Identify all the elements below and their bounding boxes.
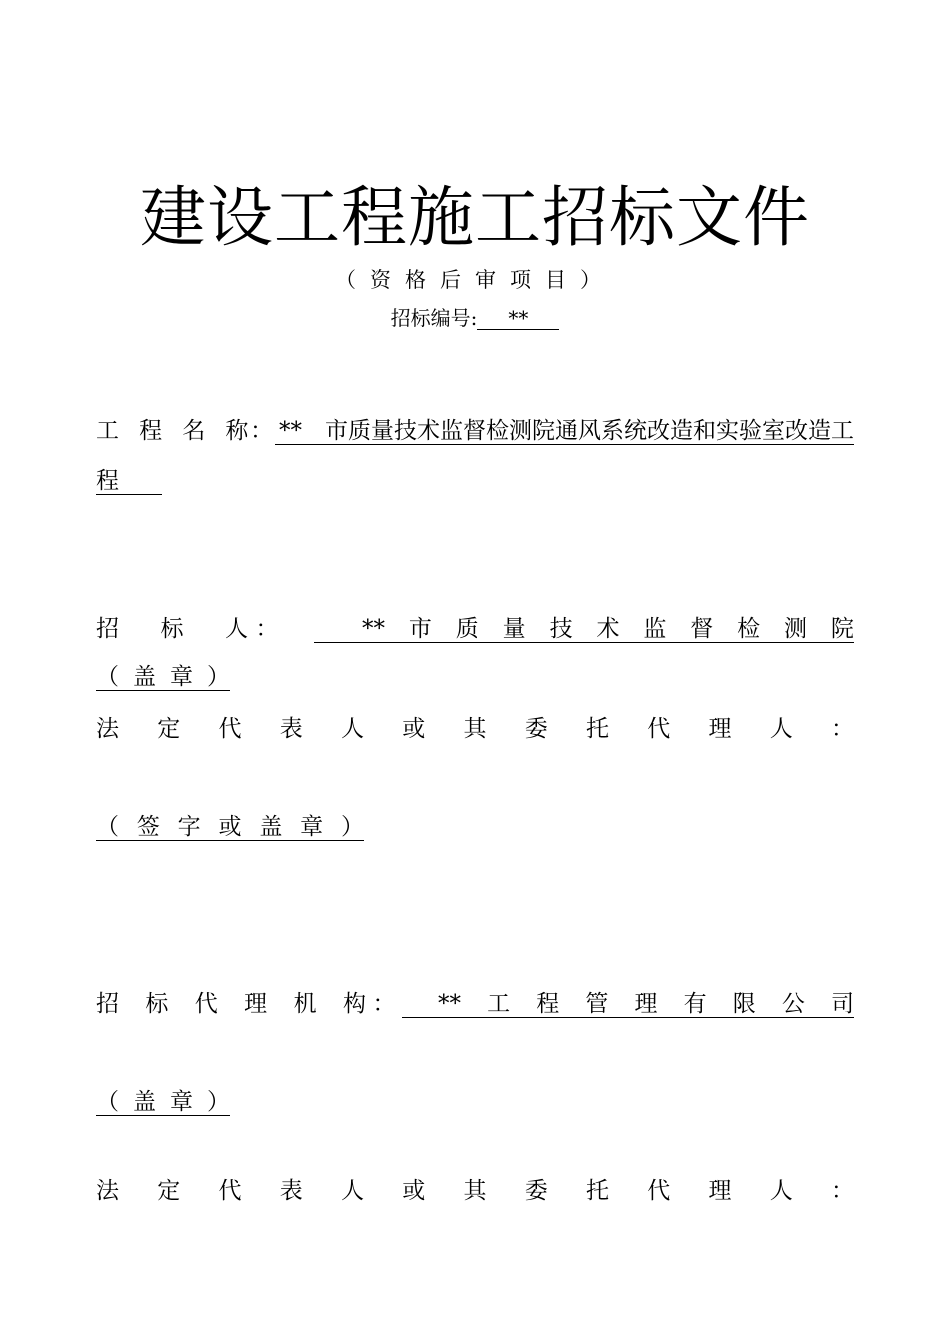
text-char: 司 [831, 990, 854, 1017]
document-title: 建设工程施工招标文件 [140, 179, 810, 256]
text-char: 其 [463, 716, 487, 742]
text-char: 代 [218, 716, 242, 742]
text-char: 名 [182, 418, 206, 444]
tenderer-label [96, 614, 248, 644]
agency-seal-row [96, 1089, 854, 1116]
legal-rep-row-1 [96, 714, 854, 744]
text-char: 定 [157, 716, 181, 742]
legal-rep-sign [96, 814, 364, 841]
tenderer-seal-row [96, 664, 854, 691]
text-char: 检 [737, 615, 761, 642]
text-char: 或 [402, 716, 426, 742]
text-char: 督 [690, 615, 714, 642]
agency-value [402, 991, 854, 1018]
text-char: 代 [647, 716, 671, 742]
text-char: （ [96, 664, 119, 690]
tenderer-colon: ： [255, 616, 279, 642]
text-char: 盖 [259, 814, 283, 840]
text-char: 技 [549, 615, 573, 642]
text-char: 定 [157, 1178, 181, 1204]
text-char: 表 [279, 1178, 303, 1204]
text-char: （ [96, 814, 119, 840]
project-name-colon: ： [250, 418, 274, 444]
project-name-value-line2: 程 [96, 468, 162, 495]
text-char: 其 [463, 1178, 487, 1204]
text-char: 法 [96, 1178, 119, 1204]
text-char: 标 [145, 991, 169, 1017]
text-char: 章 [300, 814, 324, 840]
text-char: 托 [586, 1178, 609, 1204]
project-name-row-2 [96, 466, 854, 496]
text-char: ） [207, 664, 230, 690]
text-char: ** [362, 615, 385, 642]
legal-rep-sign-row [96, 814, 854, 841]
text-char: 市 [408, 615, 432, 642]
text-char: ： [831, 1178, 854, 1204]
document-subtitle: （资格后审项目） [335, 268, 615, 292]
text-char: 管 [585, 990, 609, 1017]
text-char: 测 [784, 615, 808, 642]
agency-seal [96, 1089, 230, 1116]
text-char: 程 [139, 418, 163, 444]
text-char: 代 [647, 1178, 671, 1204]
text-char: 章 [170, 1089, 193, 1115]
text-char: 标 [160, 616, 184, 642]
text-char: 质 [455, 615, 479, 642]
tenderer-row [96, 614, 854, 644]
legal-rep-label-2 [96, 1176, 854, 1206]
text-char: 工 [487, 990, 511, 1017]
text-char: 机 [293, 991, 317, 1017]
text-char: 表 [279, 716, 303, 742]
text-char: 监 [643, 615, 667, 642]
text-char: 称 [225, 418, 249, 444]
text-char: 理 [244, 991, 268, 1017]
bid-number-label: 招标编号: [390, 306, 478, 330]
text-char: 签 [136, 814, 160, 840]
bid-number-value: ** [477, 307, 559, 330]
text-char: 盖 [133, 1089, 156, 1115]
legal-rep-label-1 [96, 714, 854, 744]
text-char: ） [340, 814, 364, 840]
text-char: 程 [536, 990, 560, 1017]
text-char: ） [207, 1089, 230, 1115]
project-name-label [96, 416, 248, 446]
text-char: 工 [96, 418, 119, 444]
text-char: 委 [524, 1178, 548, 1204]
text-char: 理 [708, 1178, 732, 1204]
text-char: 章 [170, 664, 193, 690]
text-char: 人 [769, 1178, 793, 1204]
text-char: 理 [708, 716, 732, 742]
agency-colon: ： [372, 991, 396, 1017]
text-char: 或 [218, 814, 242, 840]
text-char: 院 [830, 615, 854, 642]
text-char: 理 [634, 990, 658, 1017]
text-char: 代 [218, 1178, 242, 1204]
project-name-row [96, 416, 854, 446]
text-char: 构 [342, 991, 366, 1017]
text-char: ** [438, 990, 461, 1017]
text-char: 人 [341, 1178, 364, 1204]
text-char: 代 [194, 991, 218, 1017]
text-char: 人 [341, 716, 364, 742]
text-char: 人 [225, 616, 248, 642]
text-char: 法 [96, 716, 119, 742]
text-char: 托 [586, 716, 609, 742]
text-char: （ [96, 1089, 119, 1115]
text-char: 人 [769, 716, 793, 742]
text-char: 量 [502, 615, 526, 642]
agency-row [96, 989, 854, 1019]
text-char: 字 [177, 814, 201, 840]
text-char: 术 [596, 615, 620, 642]
text-char: ： [831, 716, 854, 742]
tenderer-seal [96, 664, 230, 691]
text-char: 委 [524, 716, 548, 742]
legal-rep-row-2 [96, 1176, 854, 1206]
text-char: 招 [96, 616, 119, 642]
text-char: 或 [402, 1178, 426, 1204]
text-char: 盖 [133, 664, 156, 690]
text-char: 招 [96, 991, 119, 1017]
project-name-value-line1: ** 市质量技术监督检测院通风系统改造和实验室改造工 [275, 418, 854, 445]
text-char: 限 [732, 990, 756, 1017]
tenderer-value [314, 616, 854, 643]
agency-label [96, 989, 366, 1019]
text-char: 有 [683, 990, 707, 1017]
text-char: 公 [781, 990, 805, 1017]
bid-number-row [0, 304, 950, 332]
